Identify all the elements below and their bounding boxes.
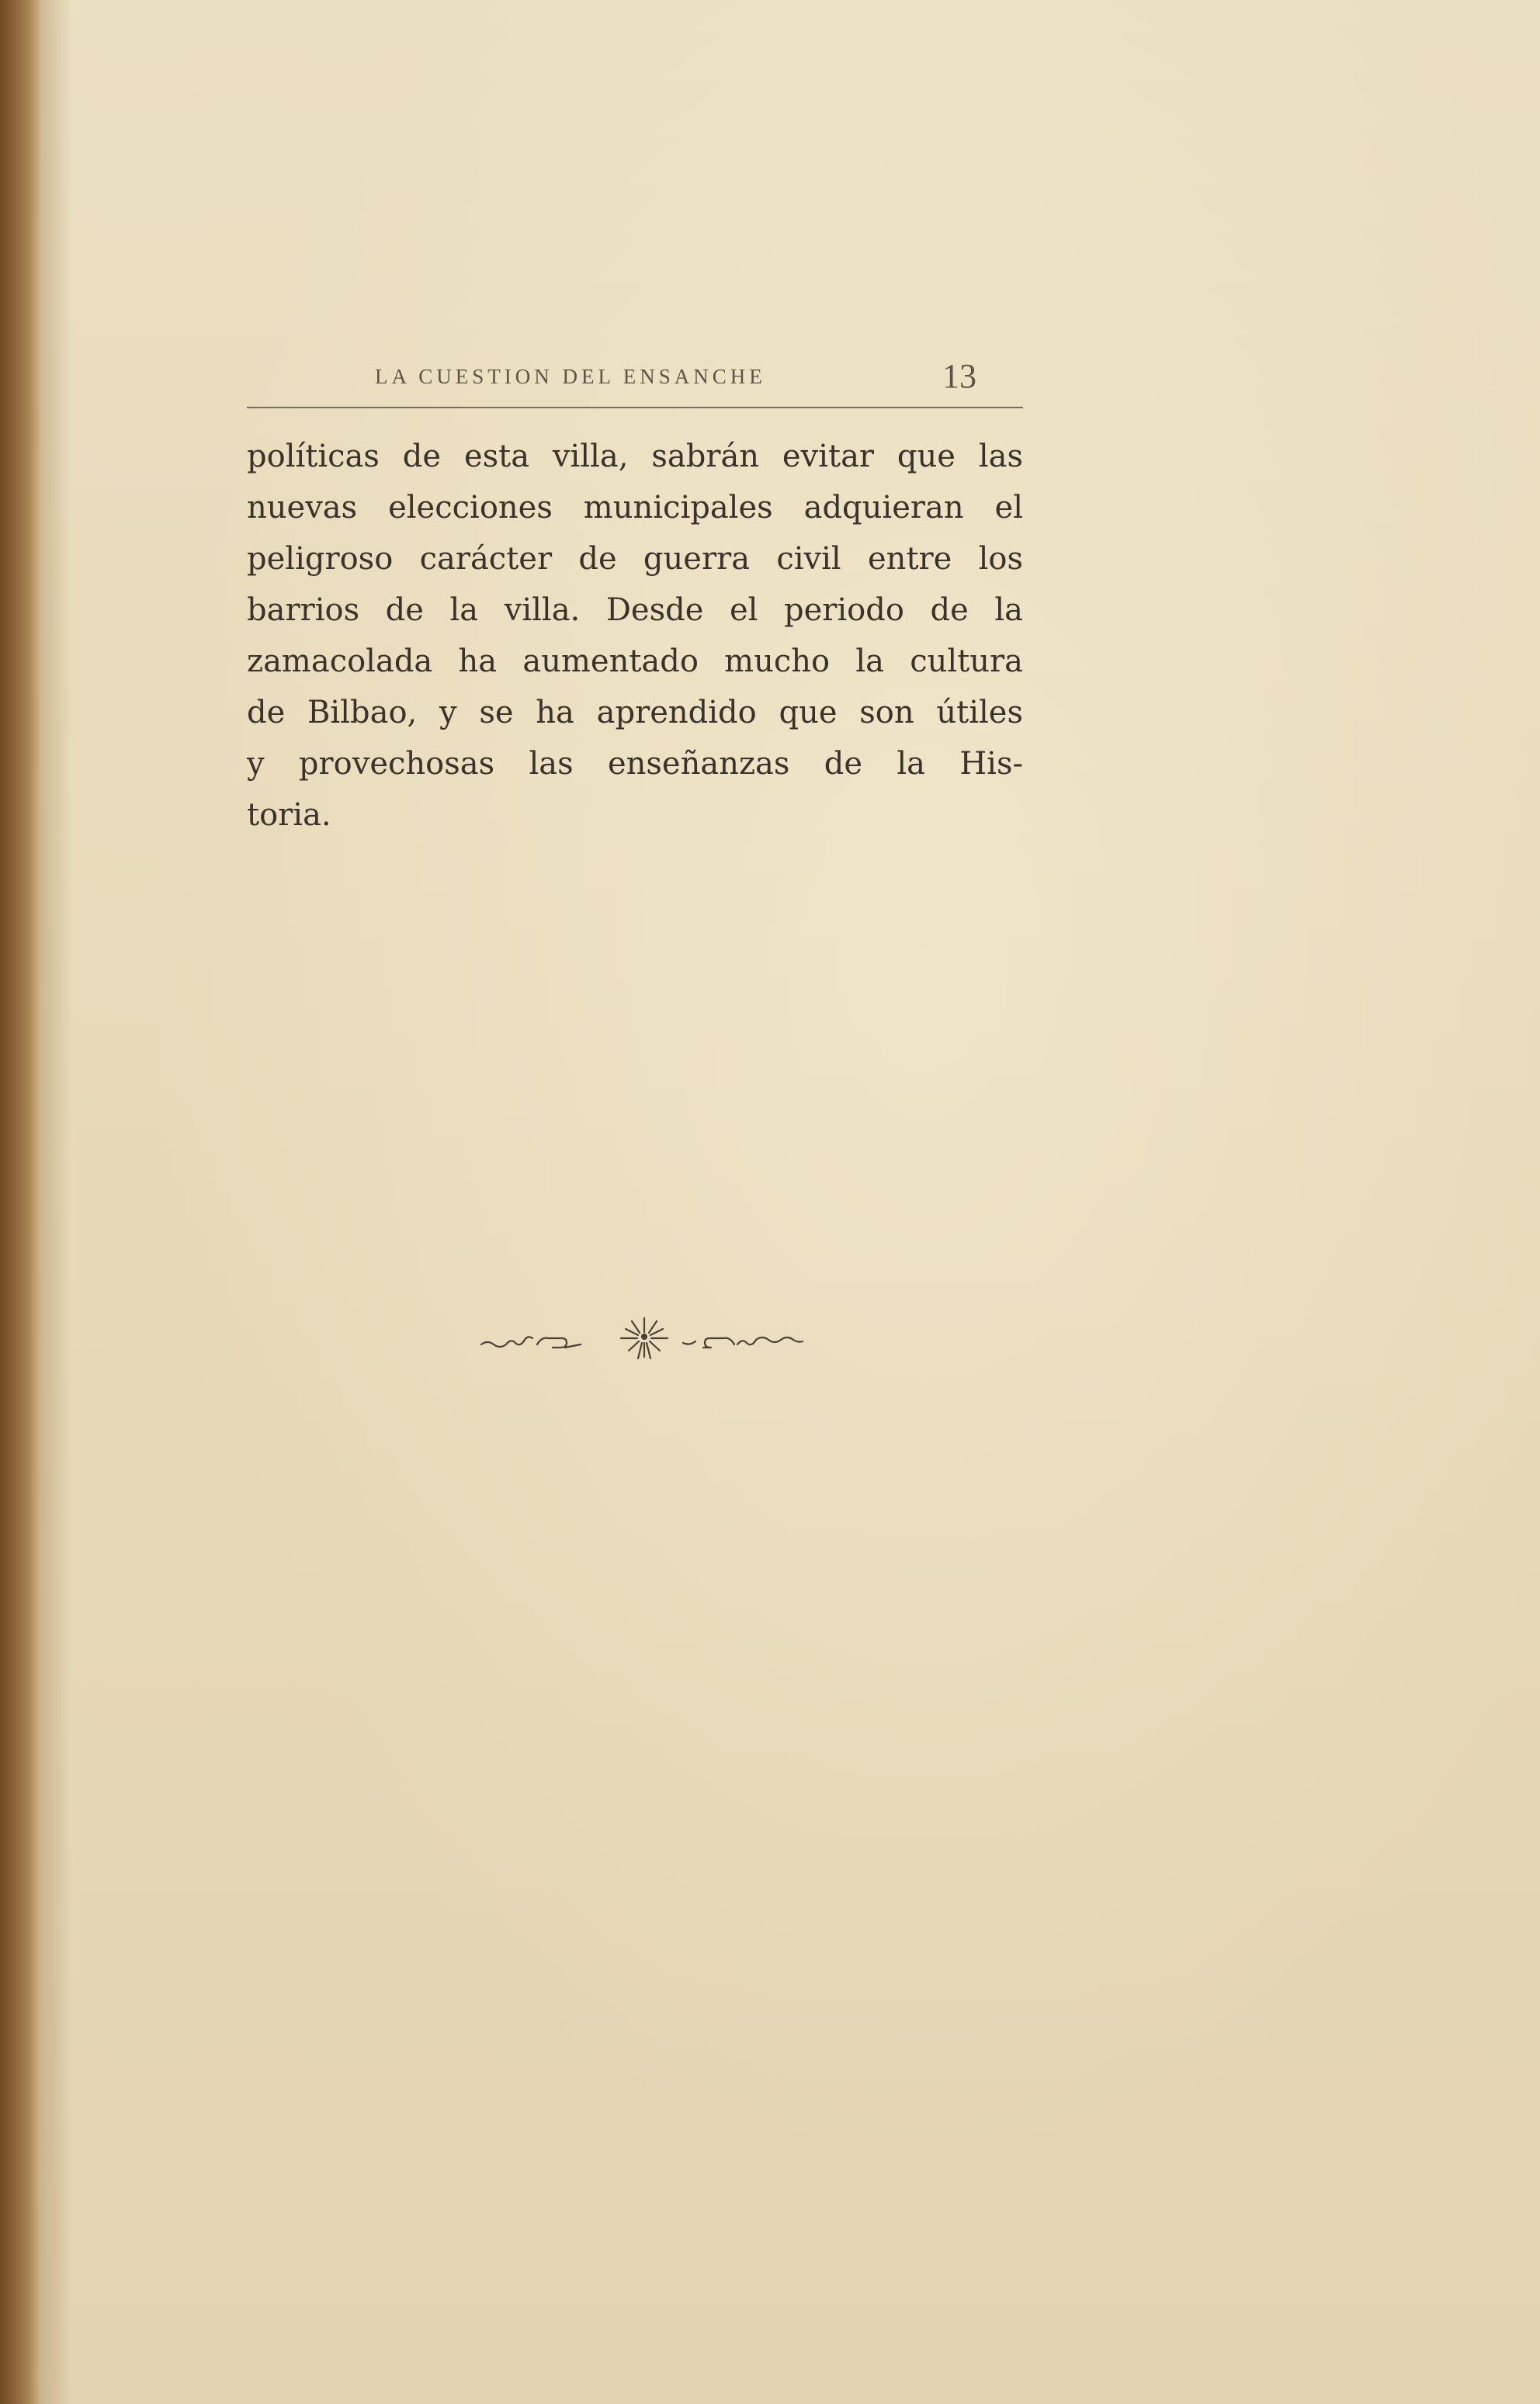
text-line: políticas de esta villa, sabrán evitar que las	[247, 439, 1023, 474]
text-line: peligroso carácter de guerra civil entre los	[247, 541, 1023, 577]
text-line: nuevas elecciones municipales adquieran el	[247, 490, 1023, 526]
page-number: 13	[942, 357, 976, 395]
text-line: barrios de la villa. Desde el periodo de la	[247, 592, 1023, 628]
header-rule	[247, 407, 1023, 408]
text-line: y provechosas las enseñanzas de la His-	[247, 746, 1023, 782]
text-line: toria.	[247, 797, 331, 833]
gutter-shadow	[40, 0, 71, 2404]
book-spine-edge	[0, 0, 40, 2404]
text-line: de Bilbao, y se ha aprendido que son útiles	[247, 695, 1023, 730]
running-head	[247, 353, 1023, 400]
body-paragraph	[247, 431, 1023, 850]
typographic-flourish-ornament-icon	[466, 1304, 823, 1366]
running-head-title: LA CUESTION DEL ENSANCHE	[375, 365, 766, 388]
text-line: zamacolada ha aumentado mucho la cultura	[247, 643, 1023, 679]
